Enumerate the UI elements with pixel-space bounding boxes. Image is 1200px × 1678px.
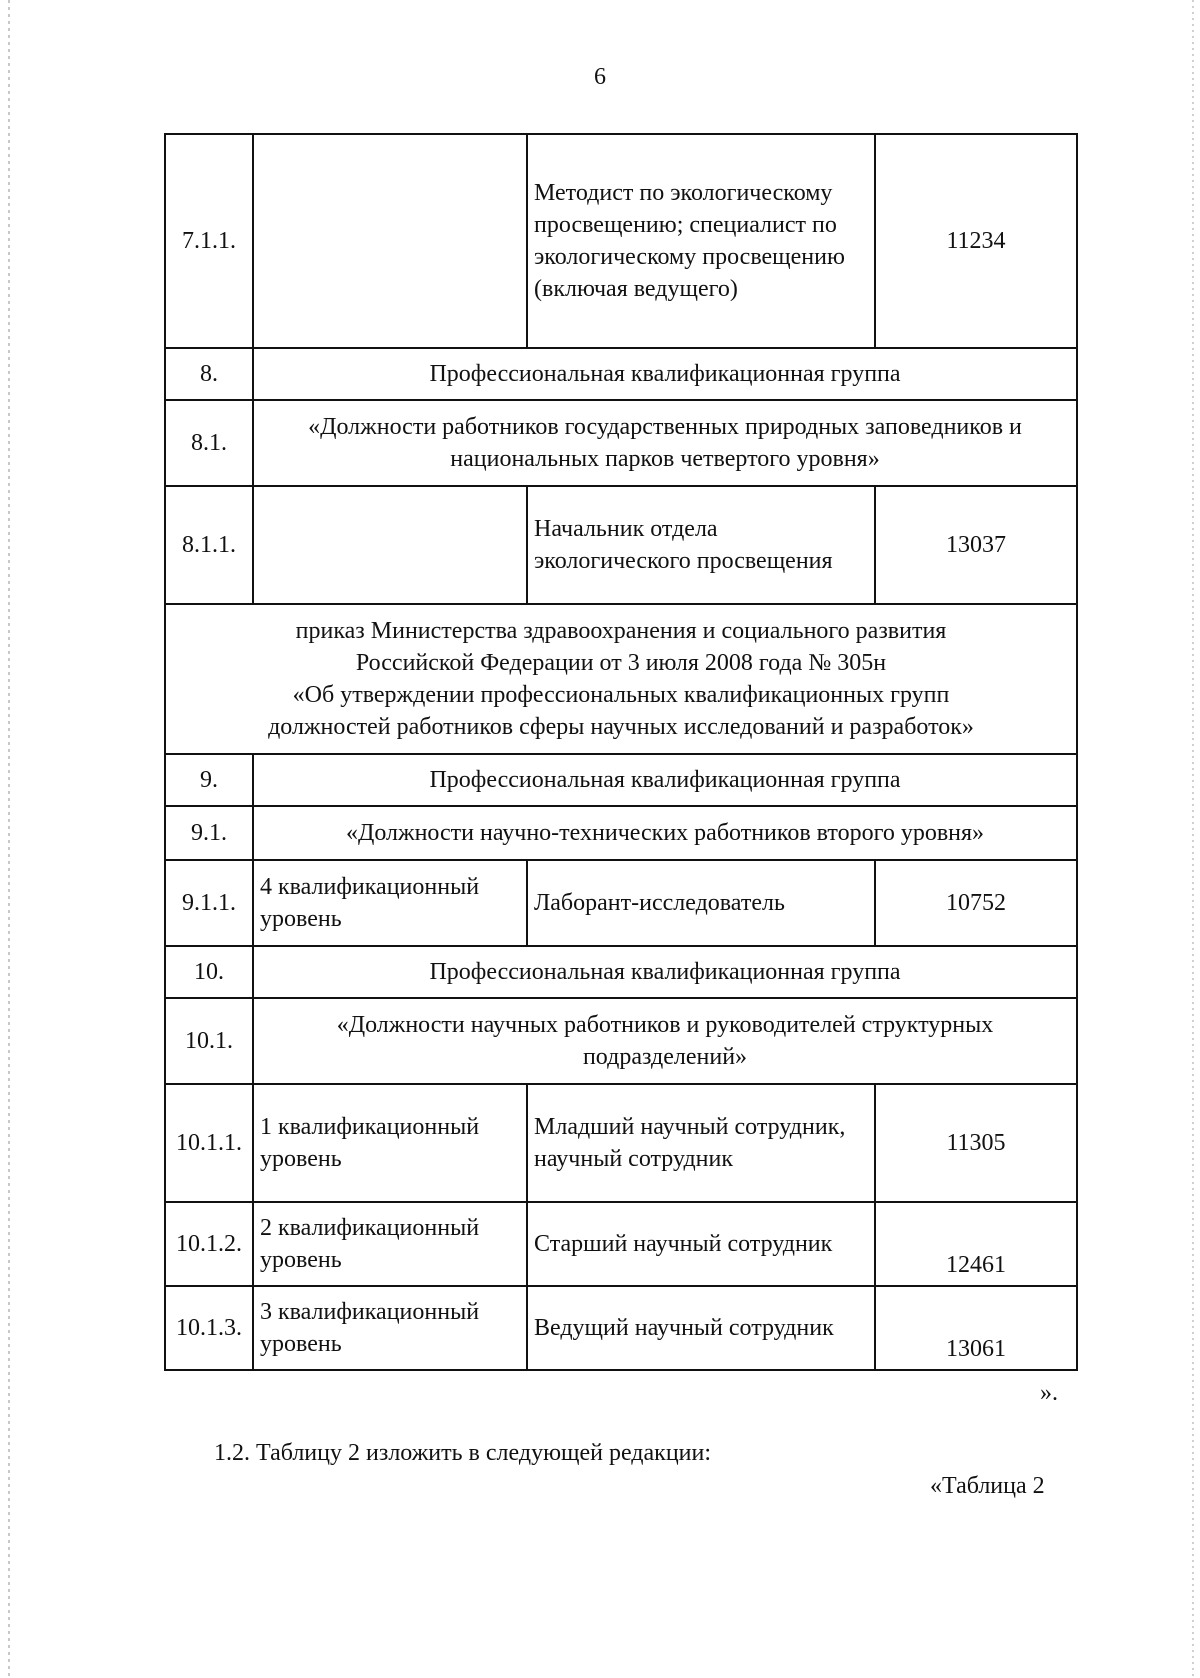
row-number: 8.1.1.: [165, 486, 253, 604]
page-number: 6: [594, 64, 606, 90]
group-heading: Профессиональная квалификационная группа: [253, 946, 1077, 998]
qualification-level: 2 квалификационный уровень: [253, 1202, 527, 1286]
group-title: «Должности научных работников и руководителей структурных подразделений»: [253, 998, 1077, 1084]
closing-quote: ».: [1040, 1380, 1058, 1406]
table-row: [165, 1202, 1077, 1286]
group-title: «Должности работников государственных природных заповедников и национальных парков четвертого уровня»: [253, 400, 1077, 486]
table-row: [165, 486, 1077, 604]
row-number: 10.1.3.: [165, 1286, 253, 1370]
position-name: Методист по экологическому просвещению; специалист по экологическому просвещению (включая ведущего): [527, 134, 875, 348]
qualification-level: [253, 134, 527, 348]
amendment-paragraph: 1.2. Таблицу 2 изложить в следующей редакции:: [214, 1440, 712, 1466]
row-number: 8.: [165, 348, 253, 400]
row-number: 9.1.1.: [165, 860, 253, 946]
table-row: [165, 134, 1077, 348]
qualification-table: [164, 133, 1078, 1371]
table-row: [165, 348, 1077, 400]
row-number: 10.1.2.: [165, 1202, 253, 1286]
table-row: [165, 400, 1077, 486]
row-number: 8.1.: [165, 400, 253, 486]
row-number: 7.1.1.: [165, 134, 253, 348]
order-line: Российской Федерации от 3 июля 2008 года № 305н: [355, 650, 887, 676]
position-code: 13061: [875, 1286, 1077, 1370]
qualification-level: 4 квалификационный уровень: [253, 860, 527, 946]
position-code: 10752: [875, 860, 1077, 946]
row-number: 9.: [165, 754, 253, 806]
table-row: [165, 604, 1077, 754]
position-name: Младший научный сотрудник, научный сотрудник: [527, 1084, 875, 1202]
group-title: «Должности научно-технических работников второго уровня»: [253, 806, 1077, 860]
position-name: Лаборант-исследователь: [527, 860, 875, 946]
order-reference: [165, 604, 1077, 754]
table-row: [165, 806, 1077, 860]
table-row: [165, 998, 1077, 1084]
group-heading: Профессиональная квалификационная группа: [253, 348, 1077, 400]
scan-edge-left: [8, 0, 10, 1678]
position-name: Старший научный сотрудник: [527, 1202, 875, 1286]
position-name: Ведущий научный сотрудник: [527, 1286, 875, 1370]
row-number: 9.1.: [165, 806, 253, 860]
row-number: 10.1.1.: [165, 1084, 253, 1202]
order-line: «Об утверждении профессиональных квалификационных групп: [292, 682, 950, 708]
table-row: [165, 946, 1077, 998]
order-line: должностей работников сферы научных исследований и разработок»: [268, 714, 974, 740]
group-heading: Профессиональная квалификационная группа: [253, 754, 1077, 806]
position-code: 11305: [875, 1084, 1077, 1202]
order-line: приказ Министерства здравоохранения и социального развития: [295, 618, 947, 644]
row-number: 10.: [165, 946, 253, 998]
qualification-level: [253, 486, 527, 604]
table-row: [165, 860, 1077, 946]
qualification-level: 3 квалификационный уровень: [253, 1286, 527, 1370]
scan-edge-right: [1192, 0, 1194, 1678]
table-row: [165, 754, 1077, 806]
position-name: Начальник отдела экологического просвещения: [527, 486, 875, 604]
position-code: 11234: [875, 134, 1077, 348]
position-code: 13037: [875, 486, 1077, 604]
table-label: «Таблица 2: [930, 1473, 1045, 1499]
qualification-level: 1 квалификационный уровень: [253, 1084, 527, 1202]
table-row: [165, 1084, 1077, 1202]
row-number: 10.1.: [165, 998, 253, 1084]
position-code: 12461: [875, 1202, 1077, 1286]
table-row: [165, 1286, 1077, 1370]
